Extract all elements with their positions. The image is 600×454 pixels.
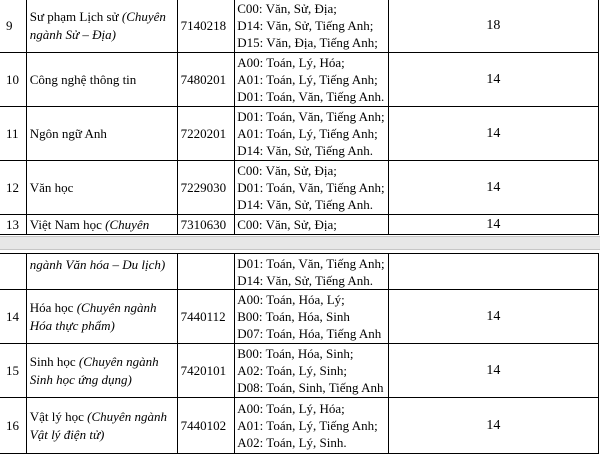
major-name: Sinh học (Chuyên ngành Sinh học ứng dụng) [26,344,177,398]
table-row [0,161,599,215]
major-code: 7440112 [177,290,235,344]
row-number: 11 [0,107,26,161]
row-number: 13 [0,215,26,235]
major-name: Vật lý học (Chuyên ngành Vật lý điện tử) [26,398,177,454]
major-name: Việt Nam học (Chuyên [26,215,177,235]
table-row [0,107,599,161]
subject-combinations: C00: Văn, Sử, Địa; D01: Toán, Văn, Tiếng Anh; D14: Văn, Sử, Tiếng Anh. [235,161,388,215]
cutoff-score: 14 [388,215,598,235]
major-code: 7229030 [177,161,235,215]
row-number: 14 [0,290,26,344]
cutoff-score: 14 [388,53,598,107]
major-name: Sư phạm Lịch sử (Chuyên ngành Sử – Địa) [26,0,177,53]
major-name: ngành Văn hóa – Du lịch) [26,254,177,290]
major-code: 7220201 [177,107,235,161]
major-code: 7420101 [177,344,235,398]
major-name: Công nghệ thông tin [26,53,177,107]
admission-table-bottom [0,253,599,454]
subject-combinations: B00: Toán, Hóa, Sinh; A02: Toán, Lý, Sinh; D08: Toán, Sinh, Tiếng Anh [235,344,388,398]
cutoff-score: 18 [388,0,598,53]
cutoff-score: 14 [388,398,598,454]
table-row [0,398,599,454]
row-number: 16 [0,398,26,454]
major-code: 7480201 [177,53,235,107]
table-row [0,0,599,53]
cutoff-score: 14 [388,161,598,215]
row-number: 15 [0,344,26,398]
subject-combinations: A00: Toán, Lý, Hóa; A01: Toán, Lý, Tiếng Anh; D01: Toán, Văn, Tiếng Anh. [235,53,388,107]
page-break [0,236,600,250]
major-code [177,254,235,290]
major-code: 7140218 [177,0,235,53]
row-number: 10 [0,53,26,107]
major-name: Ngôn ngữ Anh [26,107,177,161]
cutoff-score: 14 [388,290,598,344]
row-number [0,254,26,290]
major-code: 7310630 [177,215,235,235]
table-page-bottom [0,250,600,454]
cutoff-score: 14 [388,344,598,398]
subject-combinations: A00: Toán, Hóa, Lý; B00: Toán, Hóa, Sinh D07: Toán, Hóa, Tiếng Anh [235,290,388,344]
subject-combinations: C00: Văn, Sử, Địa; D14: Văn, Sử, Tiếng Anh; D15: Văn, Địa, Tiếng Anh; [235,0,388,53]
subject-combinations: D01: Toán, Văn, Tiếng Anh; A01: Toán, Lý, Tiếng Anh; D14: Văn, Sử, Tiếng Anh. [235,107,388,161]
row-number: 9 [0,0,26,53]
major-code: 7440102 [177,398,235,454]
table-row [0,53,599,107]
cutoff-score: 14 [388,107,598,161]
table-row [0,344,599,398]
major-name: Hóa học (Chuyên ngành Hóa thực phẩm) [26,290,177,344]
cutoff-score [388,254,598,290]
table-row [0,215,599,235]
subject-combinations: C00: Văn, Sử, Địa; [235,215,388,235]
row-number: 12 [0,161,26,215]
major-name: Văn học [26,161,177,215]
subject-combinations: D01: Toán, Văn, Tiếng Anh; D14: Văn, Sử, Tiếng Anh. [235,254,388,290]
subject-combinations: A00: Toán, Lý, Hóa; A01: Toán, Lý, Tiếng Anh; A02: Toán, Lý, Sinh. [235,398,388,454]
table-row-continuation [0,254,599,290]
table-row [0,290,599,344]
